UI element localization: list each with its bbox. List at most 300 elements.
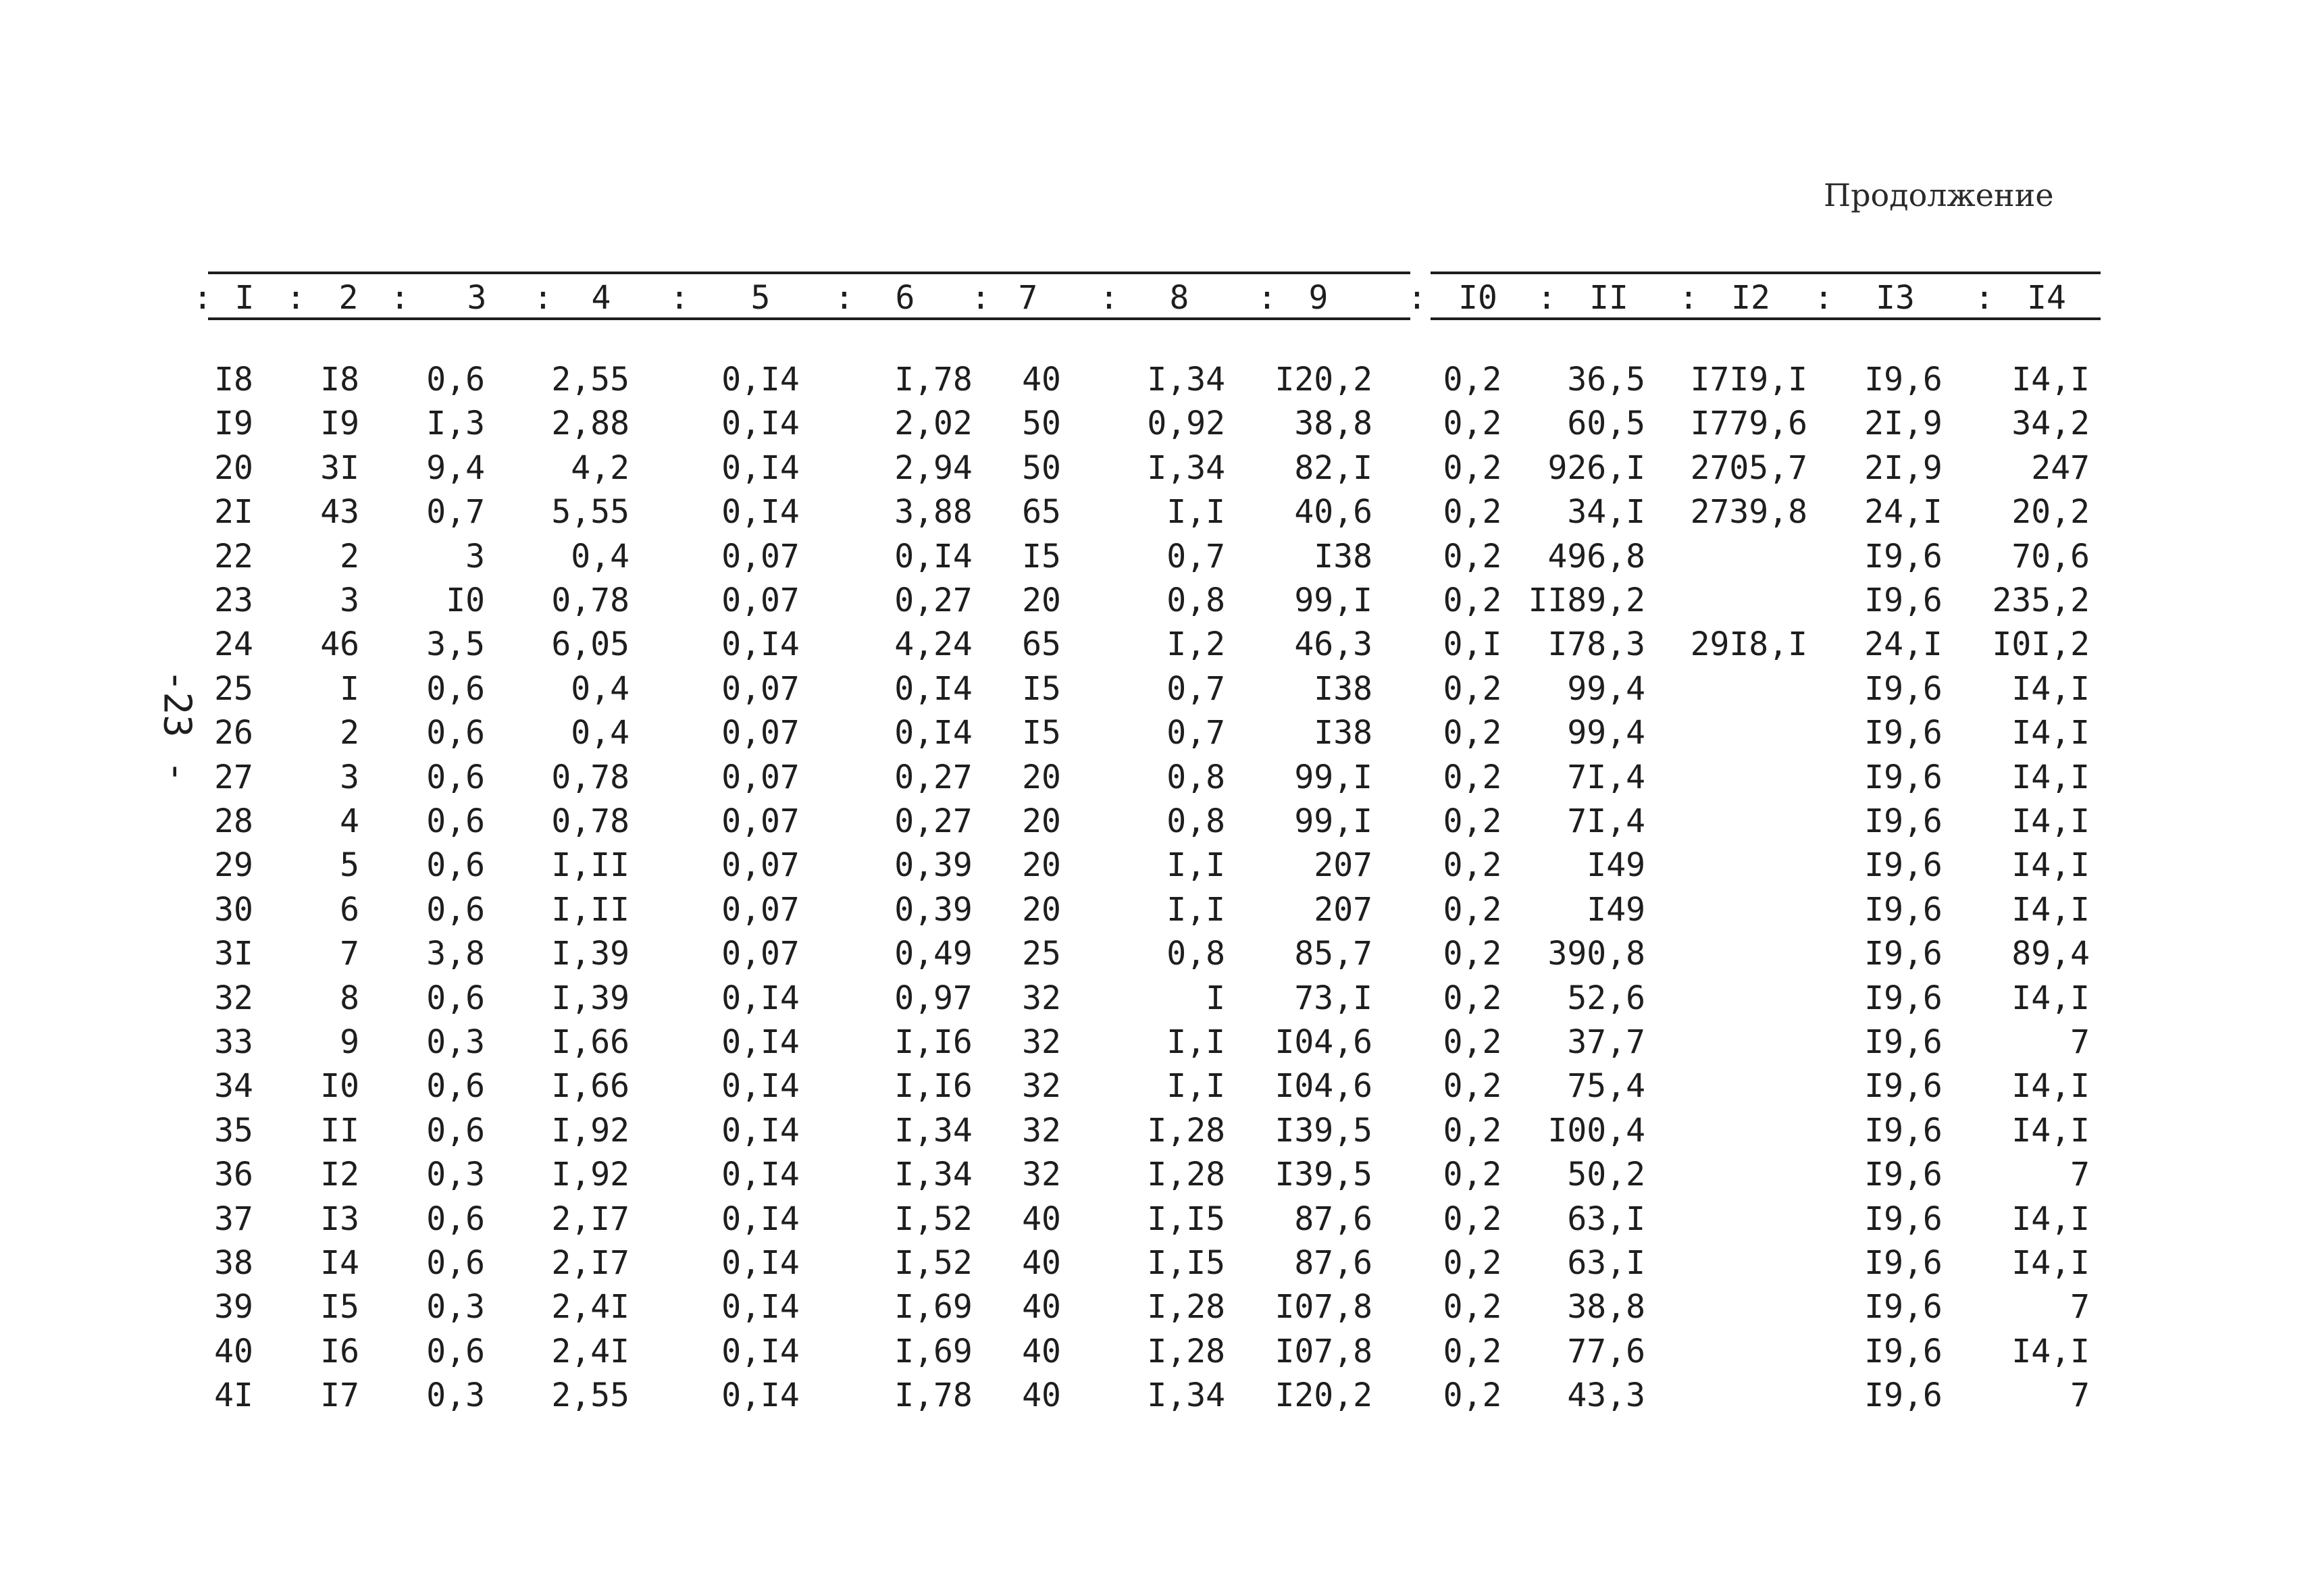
table-cell: I9,6 — [1864, 582, 1943, 619]
table-cell: 0,2 — [1443, 1244, 1502, 1282]
table-cell: 0,78 — [551, 758, 629, 796]
table-cell: I4,I — [2011, 361, 2090, 398]
table-cell: I4,I — [2011, 1200, 2090, 1238]
table-cell: 3 — [340, 758, 359, 796]
table-cell: 32 — [1022, 1067, 1061, 1106]
table-cell: 24,I — [1864, 625, 1943, 664]
table-cell: I5 — [1022, 714, 1061, 752]
table-cell: I5 — [1022, 669, 1061, 708]
header-separator: : — [1814, 279, 1834, 317]
table-cell: 0,07 — [721, 714, 800, 752]
table-cell: 2,4I — [551, 1288, 629, 1327]
header-rule-bottom-left — [208, 317, 1410, 320]
table-cell: 38,8 — [1567, 1288, 1645, 1327]
table-cell: 3,5 — [426, 625, 485, 664]
table-cell: 39 — [214, 1288, 253, 1327]
table-cell: I49 — [1587, 846, 1645, 885]
column-header-9: 9 — [1308, 279, 1329, 317]
table-cell: I779,6 — [1690, 405, 1807, 443]
table-cell: I,I — [1166, 493, 1225, 532]
table-cell: I,34 — [1147, 448, 1225, 487]
table-cell: 2 — [340, 537, 359, 575]
table-cell: I9,6 — [1864, 1156, 1943, 1194]
table-cell: I,92 — [551, 1156, 629, 1194]
column-header-4: 4 — [591, 279, 611, 317]
table-cell: 2739,8 — [1690, 493, 1807, 532]
table-cell: 0,3 — [426, 1288, 485, 1327]
table-cell: 6,05 — [551, 625, 629, 664]
table-cell: 99,I — [1294, 582, 1372, 619]
table-cell: 38 — [214, 1244, 253, 1282]
table-cell: 0,2 — [1443, 979, 1502, 1017]
column-header-5: 5 — [750, 279, 771, 317]
table-cell: 99,4 — [1567, 714, 1645, 752]
table-cell: 0,49 — [894, 935, 973, 973]
table-cell: 0,07 — [721, 669, 800, 708]
table-cell: 0,8 — [1166, 582, 1225, 619]
table-cell: 0,6 — [426, 1332, 485, 1370]
table-cell: 0,2 — [1443, 1023, 1502, 1061]
table-cell: 0,39 — [894, 846, 973, 885]
table-cell: II89,2 — [1528, 582, 1645, 619]
table-cell: 0,8 — [1166, 935, 1225, 973]
table-cell: 0,7 — [426, 493, 485, 532]
table-cell: 37,7 — [1567, 1023, 1645, 1061]
table-cell: 33 — [214, 1023, 253, 1061]
table-cell: 0,7 — [1166, 669, 1225, 708]
table-cell: 40 — [1022, 1244, 1061, 1282]
table-cell: I8 — [320, 361, 359, 398]
table-cell: I,I — [1166, 890, 1225, 929]
table-cell: I4,I — [2011, 802, 2090, 840]
table-cell: 43 — [320, 493, 359, 532]
table-cell: I,28 — [1147, 1288, 1225, 1327]
table-cell: 20 — [214, 448, 253, 487]
header-separator: : — [1099, 279, 1119, 317]
table-cell: I9,6 — [1864, 1376, 1943, 1415]
table-cell: 0,39 — [894, 890, 973, 929]
table-cell: 0,2 — [1443, 537, 1502, 575]
table-cell: 0,6 — [426, 361, 485, 398]
table-cell: 7 — [2070, 1376, 2090, 1415]
table-cell: 2I — [214, 493, 253, 532]
table-cell: 35 — [214, 1111, 253, 1150]
table-cell: 70,6 — [2011, 537, 2090, 575]
table-cell: 27 — [214, 758, 253, 796]
table-cell: 75,4 — [1567, 1067, 1645, 1106]
table-cell: I,28 — [1147, 1111, 1225, 1150]
table-cell: 50 — [1022, 405, 1061, 443]
table-cell: I38 — [1314, 537, 1372, 575]
table-cell: 0,I4 — [721, 979, 800, 1017]
table-cell: I,52 — [894, 1200, 973, 1238]
table-cell: I,39 — [551, 935, 629, 973]
table-cell: I4,I — [2011, 1111, 2090, 1150]
table-cell: 0,6 — [426, 1200, 485, 1238]
table-cell: I9,6 — [1864, 361, 1943, 398]
column-header-8: 8 — [1169, 279, 1189, 317]
table-cell: 40 — [1022, 1288, 1061, 1327]
header-separator: : — [286, 279, 306, 317]
table-cell: I20,2 — [1275, 361, 1372, 398]
table-cell: I,69 — [894, 1332, 973, 1370]
table-cell: I4,I — [2011, 1244, 2090, 1282]
table-cell: I,28 — [1147, 1332, 1225, 1370]
header-separator: : — [1257, 279, 1277, 317]
header-separator: : — [1537, 279, 1557, 317]
table-cell: 5,55 — [551, 493, 629, 532]
column-header-12: I2 — [1731, 279, 1770, 317]
table-cell: I4,I — [2011, 1067, 2090, 1106]
table-cell: 247 — [2031, 448, 2090, 487]
table-cell: 36,5 — [1567, 361, 1645, 398]
table-cell: 4,24 — [894, 625, 973, 664]
column-header-2: 2 — [338, 279, 359, 317]
table-cell: 7 — [340, 935, 359, 973]
table-cell: I9,6 — [1864, 669, 1943, 708]
table-cell: I,39 — [551, 979, 629, 1017]
table-cell: I9,6 — [1864, 1111, 1943, 1150]
table-cell: 0,6 — [426, 802, 485, 840]
table-cell: I9 — [320, 405, 359, 443]
table-cell: 24,I — [1864, 493, 1943, 532]
table-cell: I9,6 — [1864, 714, 1943, 752]
table-cell: 207 — [1314, 846, 1372, 885]
column-header-11: II — [1589, 279, 1628, 317]
table-cell: 0,92 — [1147, 405, 1225, 443]
table-cell: I,3 — [426, 405, 485, 443]
table-cell: 0,2 — [1443, 1111, 1502, 1150]
table-cell: I4,I — [2011, 1332, 2090, 1370]
table-cell: 52,6 — [1567, 979, 1645, 1017]
table-cell: 0,I4 — [721, 1288, 800, 1327]
table-cell: 0,I4 — [721, 405, 800, 443]
table-cell: I78,3 — [1547, 625, 1645, 664]
table-cell: 0,2 — [1443, 405, 1502, 443]
table-cell: 0,3 — [426, 1376, 485, 1415]
table-cell: 82,I — [1294, 448, 1372, 487]
table-cell: 32 — [1022, 1023, 1061, 1061]
table-cell: 63,I — [1567, 1200, 1645, 1238]
table-cell: 43,3 — [1567, 1376, 1645, 1415]
table-cell: I — [340, 669, 359, 708]
table-cell: 0,07 — [721, 846, 800, 885]
table-cell: I,78 — [894, 1376, 973, 1415]
table-cell: 0,7 — [1166, 714, 1225, 752]
table-cell: 0,2 — [1443, 758, 1502, 796]
table-cell: I00,4 — [1547, 1111, 1645, 1150]
table-cell: 2,55 — [551, 1376, 629, 1415]
header-separator: : — [1678, 279, 1699, 317]
table-cell: I9,6 — [1864, 846, 1943, 885]
table-cell: 0,6 — [426, 1111, 485, 1150]
table-cell: 0,I4 — [721, 625, 800, 664]
table-cell: I49 — [1587, 890, 1645, 929]
table-cell: I04,6 — [1275, 1067, 1372, 1106]
table-cell: I38 — [1314, 669, 1372, 708]
table-cell: 390,8 — [1547, 935, 1645, 973]
table-cell: 30 — [214, 890, 253, 929]
table-cell: 0,I4 — [894, 537, 973, 575]
table-cell: 0,6 — [426, 979, 485, 1017]
table-cell: I,II — [551, 890, 629, 929]
table-cell: 3,88 — [894, 493, 973, 532]
table-cell: I,78 — [894, 361, 973, 398]
table-cell: 99,4 — [1567, 669, 1645, 708]
table-cell: 2,55 — [551, 361, 629, 398]
table-cell: I4,I — [2011, 714, 2090, 752]
table-cell: I5 — [320, 1288, 359, 1327]
table-cell: 32 — [1022, 1156, 1061, 1194]
header-separator: : — [390, 279, 410, 317]
table-cell: 38,8 — [1294, 405, 1372, 443]
table-cell: 0,4 — [571, 537, 629, 575]
table-cell: 37 — [214, 1200, 253, 1238]
table-cell: 0,I4 — [721, 448, 800, 487]
table-cell: 7I,4 — [1567, 802, 1645, 840]
table-cell: 20 — [1022, 758, 1061, 796]
table-cell: 22 — [214, 537, 253, 575]
table-cell: 9,4 — [426, 448, 485, 487]
table-cell: 0,6 — [426, 714, 485, 752]
table-cell: 0,6 — [426, 846, 485, 885]
table-cell: 0,07 — [721, 758, 800, 796]
table-cell: II — [320, 1111, 359, 1150]
table-cell: I — [1206, 979, 1225, 1017]
table-cell: 0,6 — [426, 758, 485, 796]
table-cell: I,66 — [551, 1067, 629, 1106]
table-cell: 3 — [340, 582, 359, 619]
table-cell: I7 — [320, 1376, 359, 1415]
table-cell: 0,2 — [1443, 669, 1502, 708]
column-header-3: 3 — [467, 279, 487, 317]
table-cell: 0,7 — [1166, 537, 1225, 575]
table-cell: 2,4I — [551, 1332, 629, 1370]
table-cell: 28 — [214, 802, 253, 840]
table-cell: 32 — [1022, 1111, 1061, 1150]
table-cell: 23 — [214, 582, 253, 619]
column-header-13: I3 — [1876, 279, 1915, 317]
table-cell: 20 — [1022, 846, 1061, 885]
table-cell: I07,8 — [1275, 1332, 1372, 1370]
table-cell: 46 — [320, 625, 359, 664]
table-cell: 0,2 — [1443, 448, 1502, 487]
table-cell: 0,6 — [426, 669, 485, 708]
table-cell: I4 — [320, 1244, 359, 1282]
table-cell: I9,6 — [1864, 979, 1943, 1017]
table-cell: I,34 — [894, 1111, 973, 1150]
table-cell: I9 — [214, 405, 253, 443]
table-cell: 20,2 — [2011, 493, 2090, 532]
table-cell: I0I,2 — [1992, 625, 2090, 664]
table-cell: 7I,4 — [1567, 758, 1645, 796]
table-cell: I9,6 — [1864, 935, 1943, 973]
table-cell: 0,I4 — [721, 493, 800, 532]
table-cell: 5 — [340, 846, 359, 885]
table-cell: 7 — [2070, 1288, 2090, 1327]
table-cell: 40 — [1022, 1200, 1061, 1238]
table-cell: I6 — [320, 1332, 359, 1370]
table-cell: 0,2 — [1443, 361, 1502, 398]
table-cell: 235,2 — [1992, 582, 2090, 619]
table-cell: 2,I7 — [551, 1244, 629, 1282]
column-header-6: 6 — [895, 279, 915, 317]
table-cell: 85,7 — [1294, 935, 1372, 973]
table-cell: I,2 — [1166, 625, 1225, 664]
table-cell: I,I5 — [1147, 1200, 1225, 1238]
table-cell: 40 — [1022, 1376, 1061, 1415]
table-cell: 0,4 — [571, 714, 629, 752]
table-cell: 0,27 — [894, 582, 973, 619]
table-cell: 20 — [1022, 802, 1061, 840]
table-cell: 207 — [1314, 890, 1372, 929]
table-cell: 0,2 — [1443, 714, 1502, 752]
table-cell: 25 — [214, 669, 253, 708]
table-cell: 46,3 — [1294, 625, 1372, 664]
table-cell: 32 — [1022, 979, 1061, 1017]
table-cell: 0,97 — [894, 979, 973, 1017]
table-cell: I4,I — [2011, 669, 2090, 708]
table-cell: I9,6 — [1864, 1244, 1943, 1282]
table-cell: 0,I4 — [721, 1156, 800, 1194]
table-cell: I,69 — [894, 1288, 973, 1327]
table-cell: 20 — [1022, 582, 1061, 619]
table-cell: 2I,9 — [1864, 405, 1943, 443]
table-cell: 8 — [340, 979, 359, 1017]
table-cell: I,28 — [1147, 1156, 1225, 1194]
table-cell: 0,8 — [1166, 758, 1225, 796]
table-cell: 0,I4 — [894, 714, 973, 752]
table-cell: 0,07 — [721, 890, 800, 929]
table-cell: I4,I — [2011, 890, 2090, 929]
table-cell: I,I6 — [894, 1067, 973, 1106]
table-cell: 87,6 — [1294, 1244, 1372, 1282]
table-cell: 0,2 — [1443, 1288, 1502, 1327]
table-cell: 0,3 — [426, 1023, 485, 1061]
table-cell: 0,27 — [894, 758, 973, 796]
table-cell: 2,02 — [894, 405, 973, 443]
table-cell: I9,6 — [1864, 1332, 1943, 1370]
table-cell: I,I — [1166, 1067, 1225, 1106]
table-cell: 73,I — [1294, 979, 1372, 1017]
table-cell: 0,3 — [426, 1156, 485, 1194]
table-cell: 24 — [214, 625, 253, 664]
table-cell: 0,78 — [551, 802, 629, 840]
table-cell: I39,5 — [1275, 1111, 1372, 1150]
table-cell: I4,I — [2011, 758, 2090, 796]
table-cell: I,I6 — [894, 1023, 973, 1061]
table-cell: I,I — [1166, 846, 1225, 885]
table-cell: I3 — [320, 1200, 359, 1238]
table-cell: 2I,9 — [1864, 448, 1943, 487]
table-cell: 2705,7 — [1690, 448, 1807, 487]
table-cell: 0,4 — [571, 669, 629, 708]
table-cell: I2 — [320, 1156, 359, 1194]
table-cell: 50,2 — [1567, 1156, 1645, 1194]
table-cell: I4,I — [2011, 979, 2090, 1017]
table-cell: 0,I4 — [721, 1244, 800, 1282]
page-number: -23 - — [155, 669, 199, 783]
table-cell: 0,2 — [1443, 582, 1502, 619]
table-cell: 3,8 — [426, 935, 485, 973]
table-cell: 0,07 — [721, 582, 800, 619]
table-cell: I,34 — [894, 1156, 973, 1194]
table-cell: 32 — [214, 979, 253, 1017]
column-header-7: 7 — [1018, 279, 1038, 317]
table-cell: 87,6 — [1294, 1200, 1372, 1238]
table-cell: 0,2 — [1443, 1376, 1502, 1415]
table-cell: 63,I — [1567, 1244, 1645, 1282]
table-cell: 7 — [2070, 1156, 2090, 1194]
table-cell: 0,2 — [1443, 846, 1502, 885]
table-cell: I8 — [214, 361, 253, 398]
continuation-caption: Продолжение — [1824, 177, 2054, 213]
table-cell: 3I — [320, 448, 359, 487]
table-cell: I04,6 — [1275, 1023, 1372, 1061]
table-cell: 3 — [465, 537, 485, 575]
table-cell: 926,I — [1547, 448, 1645, 487]
header-separator: : — [971, 279, 991, 317]
table-cell: I9,6 — [1864, 1023, 1943, 1061]
table-cell: 0,I4 — [721, 361, 800, 398]
table-cell: 29 — [214, 846, 253, 885]
table-cell: 40,6 — [1294, 493, 1372, 532]
table-cell: 50 — [1022, 448, 1061, 487]
table-cell: I,34 — [1147, 361, 1225, 398]
header-rule-bottom-right — [1431, 317, 2101, 320]
table-cell: 99,I — [1294, 802, 1372, 840]
table-cell: 0,I4 — [721, 1023, 800, 1061]
table-cell: I0 — [320, 1067, 359, 1106]
table-cell: I39,5 — [1275, 1156, 1372, 1194]
table-cell: 34,I — [1567, 493, 1645, 532]
table-cell: 0,2 — [1443, 802, 1502, 840]
table-cell: 40 — [214, 1332, 253, 1370]
table-cell: 0,I4 — [721, 1067, 800, 1106]
table-cell: 0,2 — [1443, 1156, 1502, 1194]
table-cell: I,II — [551, 846, 629, 885]
table-cell: 0,I4 — [721, 1200, 800, 1238]
table-cell: I9,6 — [1864, 802, 1943, 840]
table-cell: I0 — [446, 582, 485, 619]
table-cell: I9,6 — [1864, 1200, 1943, 1238]
table-cell: I9,6 — [1864, 1288, 1943, 1327]
table-cell: I9,6 — [1864, 537, 1943, 575]
table-cell: 3I — [214, 935, 253, 973]
table-cell: 25 — [1022, 935, 1061, 973]
table-cell: 0,07 — [721, 537, 800, 575]
table-cell: I,I — [1166, 1023, 1225, 1061]
column-header-1: I — [234, 279, 255, 317]
table-cell: 36 — [214, 1156, 253, 1194]
table-cell: 29I8,I — [1690, 625, 1807, 664]
table-cell: 0,I4 — [894, 669, 973, 708]
table-cell: I7I9,I — [1690, 361, 1807, 398]
table-cell: I,34 — [1147, 1376, 1225, 1415]
table-cell: 0,I4 — [721, 1332, 800, 1370]
table-cell: 0,2 — [1443, 1332, 1502, 1370]
table-cell: 20 — [1022, 890, 1061, 929]
table-cell: 0,6 — [426, 1244, 485, 1282]
table-cell: 4,2 — [571, 448, 629, 487]
table-cell: 6 — [340, 890, 359, 929]
table-cell: 0,27 — [894, 802, 973, 840]
table-cell: 0,2 — [1443, 890, 1502, 929]
table-cell: 65 — [1022, 493, 1061, 532]
table-cell: 40 — [1022, 361, 1061, 398]
table-cell: I,92 — [551, 1111, 629, 1150]
table-cell: 0,2 — [1443, 1067, 1502, 1106]
